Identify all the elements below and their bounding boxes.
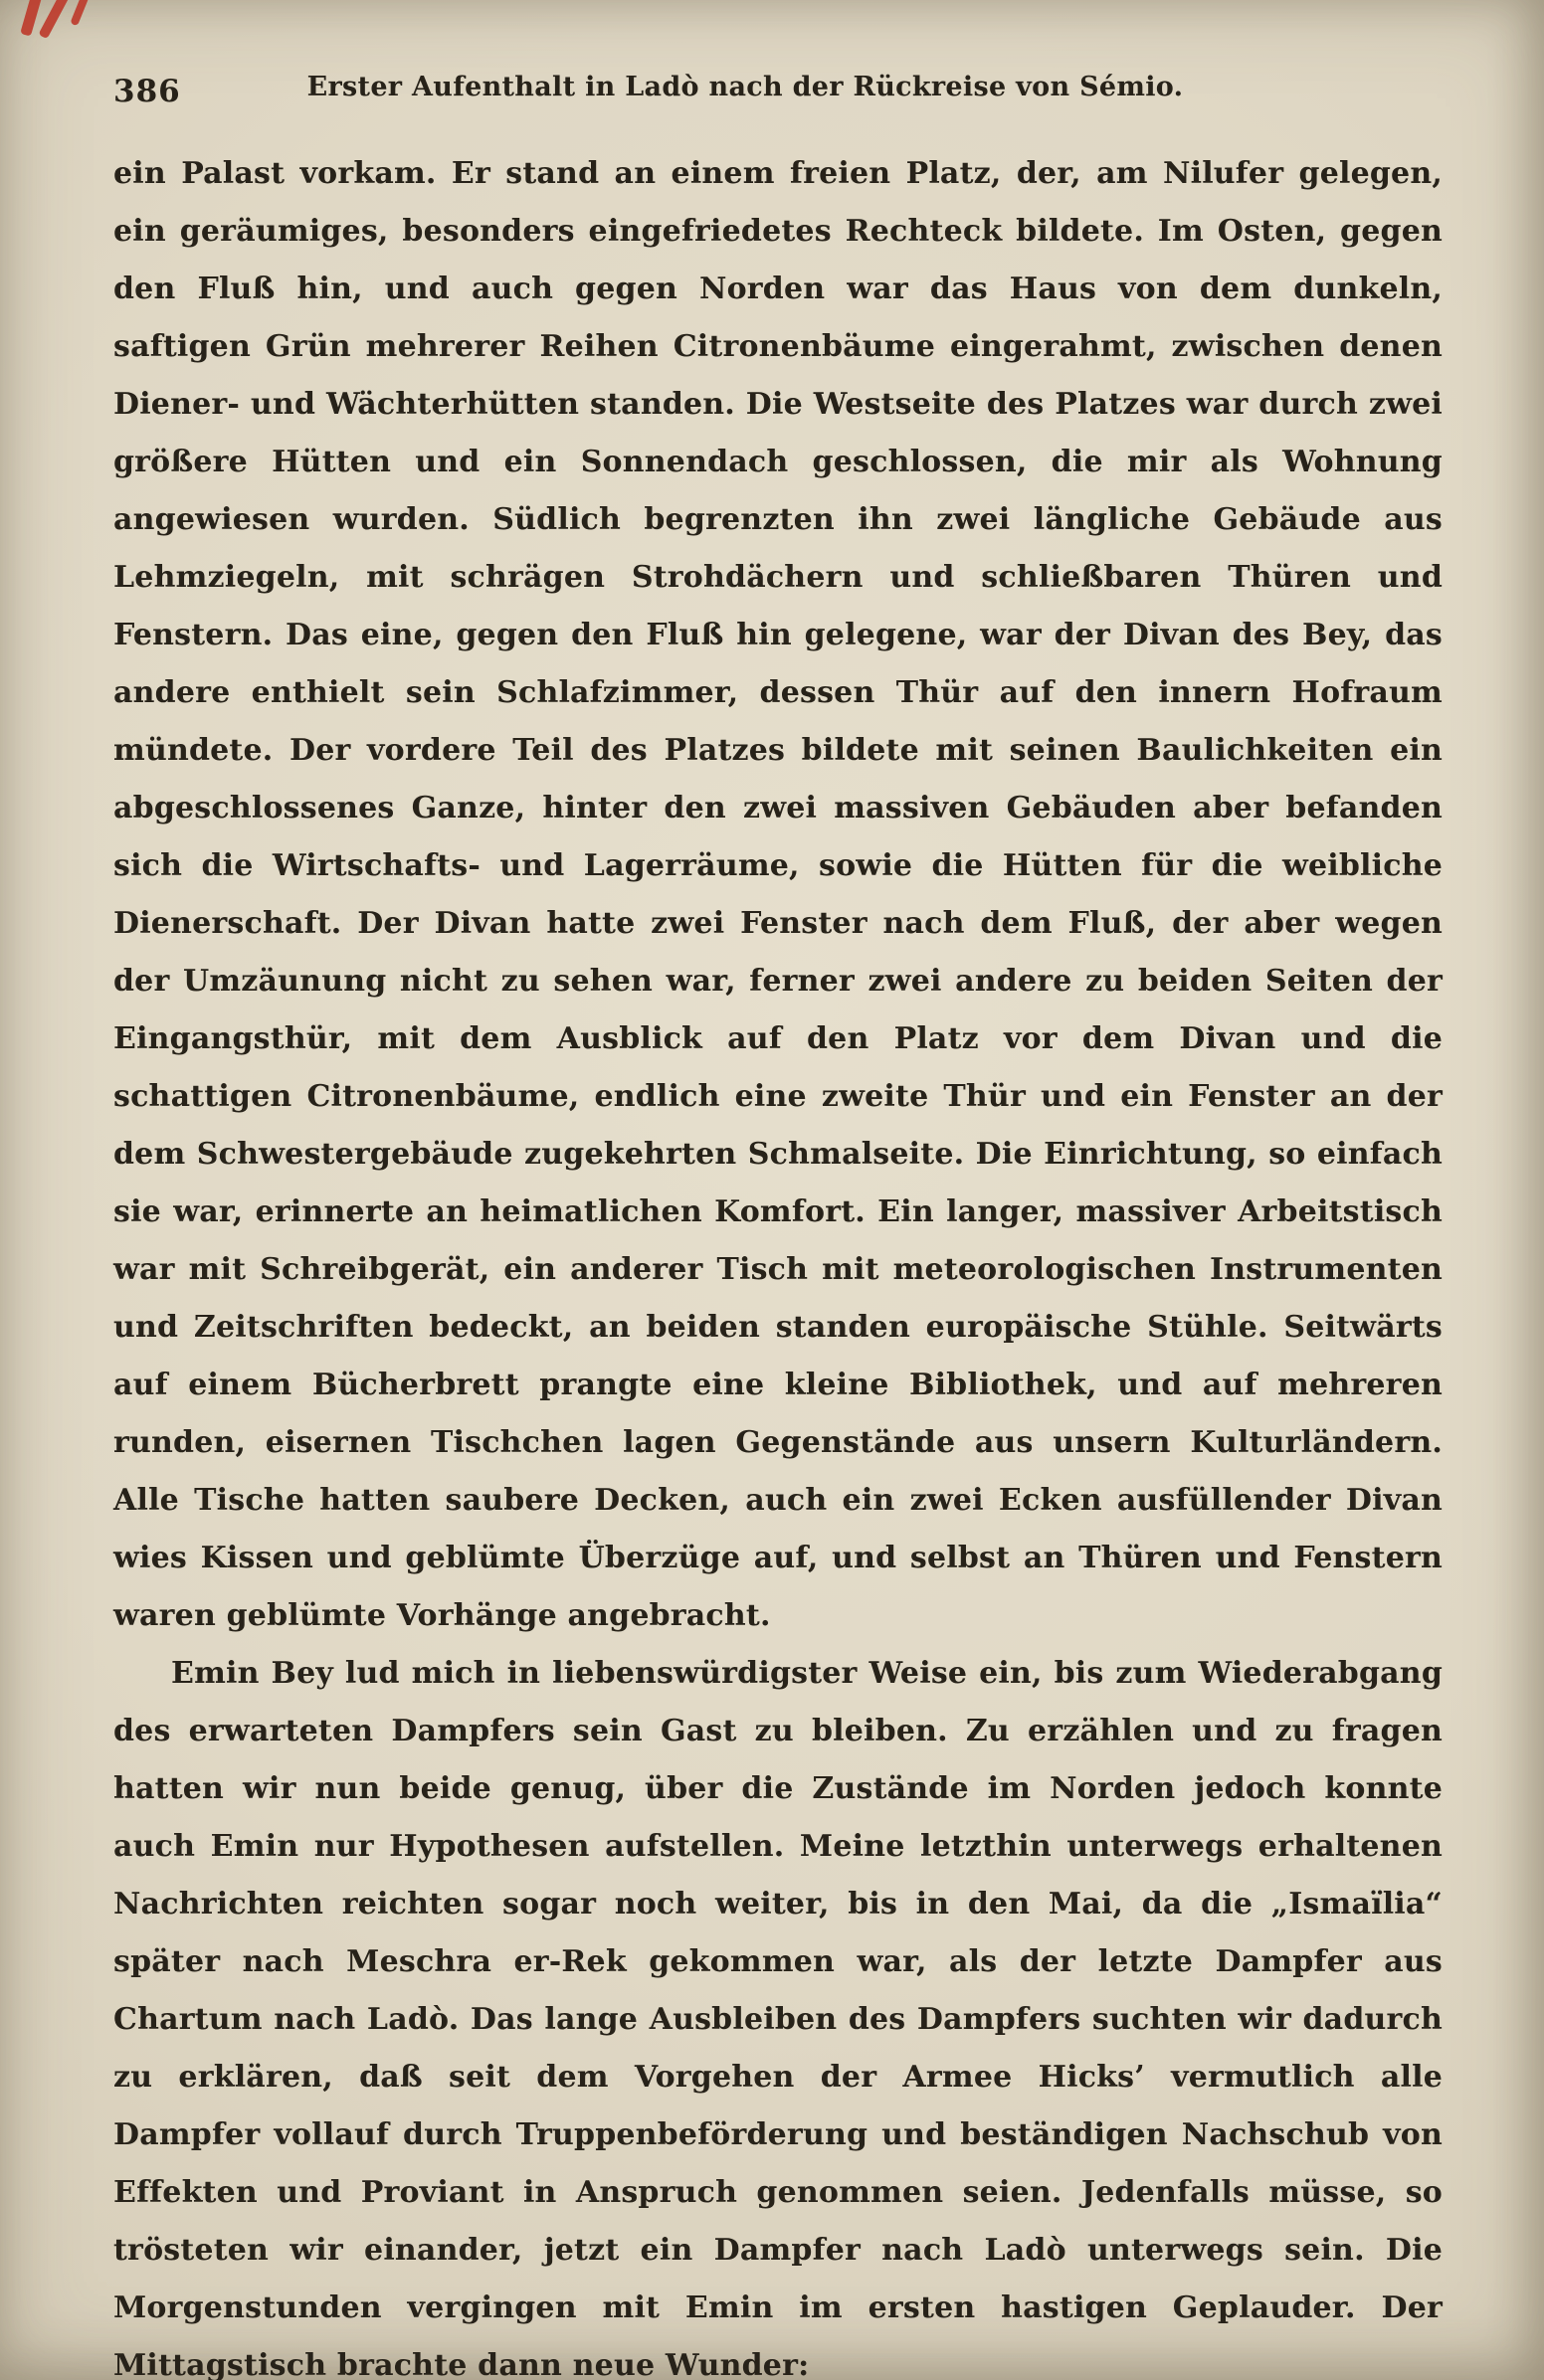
page-header (113, 72, 1437, 115)
page-number: 386 (113, 74, 181, 109)
paragraph-1: ein Palast vorkam. Er stand an einem freien Platz, der, am Nilufer gelegen, ein geräumiges, besonders eingefriedetes Rechteck bildete. Im Osten, gegen den Fluß hin, und auch gegen Norden war das Haus von dem dunkeln, saftigen Grün mehrerer Reihen Citronenbäume eingerahmt, zwischen denen Diener- und Wächterhütten standen. Die Westseite des Platzes war durch zwei größere Hütten und ein Sonnendach geschlossen, die mir als Wohnung angewiesen wurden. Südlich begrenzten ihn zwei längliche Gebäude aus Lehmziegeln, mit schrägen Strohdächern und schließbaren Thüren und Fenstern. Das eine, gegen den Fluß hin gelegene, war der Divan des Bey, das andere enthielt sein Schlafzimmer, dessen Thür auf den innern Hofraum mündete. Der vordere Teil des Platzes bildete mit seinen Baulichkeiten ein abgeschlossenes Ganze, hinter den zwei massiven Gebäuden aber befanden sich die Wirtschafts- und Lagerräume, sowie die Hütten für die weibliche Dienerschaft. Der Divan hatte zwei Fenster nach dem Fluß, der aber wegen der Umzäunung nicht zu sehen war, ferner zwei andere zu beiden Seiten der Eingangsthür, mit dem Ausblick auf den Platz vor dem Divan und die schattigen Citronenbäume, endlich eine zweite Thür und ein Fenster an der dem Schwestergebäude zugekehrten Schmalseite. Die Einrichtung, so einfach sie war, erinnerte an heimatlichen Komfort. Ein langer, massiver Arbeitstisch war mit Schreibgerät, ein anderer Tisch mit meteorologischen Instrumenten und Zeitschriften bedeckt, an beiden standen europäische Stühle. Seitwärts auf einem Bücherbrett prangte eine kleine Bibliothek, und auf mehreren runden, eisernen Tischchen lagen Gegenstände aus unsern Kulturländern. Alle Tische hatten saubere Decken, auch ein zwei Ecken ausfüllender Divan wies Kissen und geblümte Überzüge auf, und selbst an Thüren und Fenstern waren geblümte Vorhänge angebracht. (113, 156, 1443, 1633)
red-ink-mark (38, 0, 71, 39)
running-header-title: Erster Aufenthalt in Ladò nach der Rückreise von Sémio. (306, 72, 1184, 102)
paragraph-2: Emin Bey lud mich in liebenswürdigster Weise ein, bis zum Wiederabgang des erwarteten Dampfers sein Gast zu bleiben. Zu erzählen und zu fragen hatten wir nun beide genug, über die Zustände im Norden jedoch konnte auch Emin nur Hypothesen aufstellen. Meine letzthin unterwegs erhaltenen Nachrichten reichten sogar noch weiter, bis in den Mai, da die „Ismaïlia“ später nach Meschra er-Rek gekommen war, als der letzte Dampfer aus Chartum nach Ladò. Das lange Ausbleiben des Dampfers suchten wir dadurch zu erklären, daß seit dem Vorgehen der Armee Hicks’ vermutlich alle Dampfer vollauf durch Truppenbeförderung und beständigen Nachschub von Effekten und Proviant in Anspruch genommen seien. Jedenfalls müsse, so trösteten wir einander, jetzt ein Dampfer nach Ladò unterwegs sein. Die Morgenstunden vergingen mit Emin im ersten hastigen Geplauder. Der Mittagstisch brachte dann neue Wunder: (113, 1656, 1443, 2380)
red-ink-mark (70, 0, 89, 26)
page-body (113, 145, 1443, 2380)
